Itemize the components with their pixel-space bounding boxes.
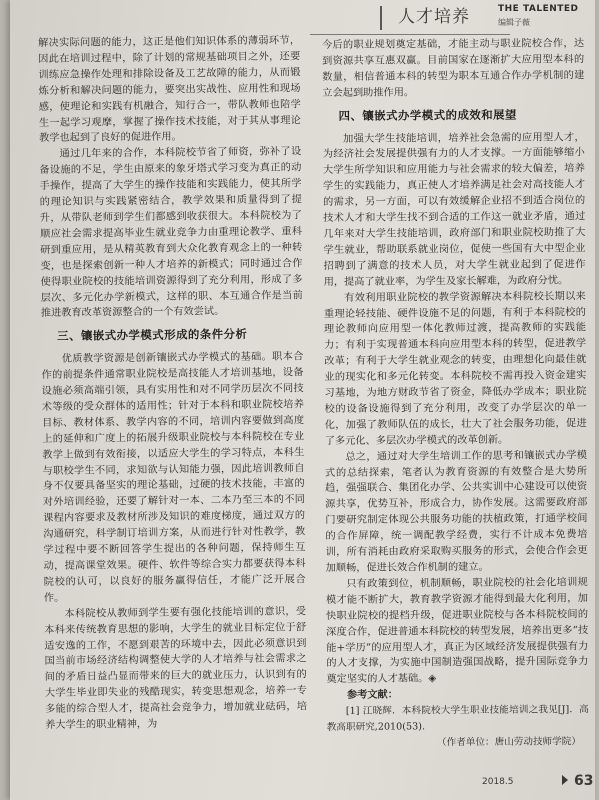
- paragraph: 优质教学资源是创新镶嵌式办学模式的基础。职本合作的前提条件通常职业院校是高技能人才培训基地，设备设施必须高端引领，具有实用性和对不同学历层次不同技术等级的受众群体的适用性；针对于本科和职业院校培养目标、教材体系、教学内容的不同，培训内容要做到高度上的延伸和广度上的拓展升级职业院校与本科院校在专业教学上做到有效衔接，以适应大学生的学习特点，本科生与职校学生不同，求知欲与认知能力强，因此培训教师自身不仅要具备坚实的理论基础，过硬的技术技能，丰富的对外培训经验，还要了解针对一本、二本乃至三本的不同课程内容要求及教材所涉及知识的难度梯度，通过双方的沟通研究，科学制订培训方案，从而进行针对性教学，教学过程中要不断回答学生提出的各种问题，保持师生互动，提高课堂效果。硬件、软件等综合实力都要获得本科院校的认可，以良好的服务赢得信任，才能广泛开展合作。: [41, 351, 306, 604]
- left-column: [38, 33, 307, 734]
- paragraph: 解决实际问题的能力，这正是他们知识体系的薄弱环节，因此在培训过程中，除了计划的常规基础项目之外，还要训练应急操作处理和排除设备及工艺故障的能力，从而锻炼分析和解决问题的能力，要突出实战性、应用性和现场感，使理论和实践有机融合，知行合一，带队教师也陪学生一起学习观摩，掌握了操作技术技能，对于其从事理论教学也起到了良好的促进作用。: [38, 35, 301, 145]
- paragraph: 只有政策到位，机制顺畅，职业院校的社会化培训规模才能不断扩大，教育教学资源才能得到最大化利用，加快职业院校的提档升级，促进职业院校与各本科院校间的深度合作，促进普通本科院校的转型发展，培养出更多“技能+学历”的应用型人才，真正为区域经济发展提供强有力的人才支撑，为实施中国制造强国战略，提升国际竞争力奠定坚实的人才基础。◈: [325, 577, 589, 686]
- header-divider: [380, 6, 382, 30]
- header-rule: [310, 34, 510, 35]
- paragraph: 通过几年来的合作，本科院校节省了师资，弥补了设备设施的不足，学生由原来的象牙塔式学习变为真正的动手操作，提高了大学生的操作技能和实践能力，使其所学的理论知识与实践紧密结合，教学效果和质量得到了提升，从带队老师到学生们都感到收获很大。本科院校为了顺应社会需求提高毕业生就业竞争力由重理论教学、重科研到重应用，是从精英教育到大众化教育观念上的一种转变，也是探索创新一种人才培养的新模式；同时通过合作使得职业院校的技能培训资源得到了充分利用，形成了多层次、多元化办学新模式，这样的职、本互通合作是当前推进教育改革资源整合的一个有效尝试。: [39, 146, 303, 320]
- brand-chinese: 编辑子薇: [498, 18, 530, 27]
- paragraph: 今后的职业规划奠定基础，才能主动与职业院校合作，达到资源共享互惠双赢。目前国家在逐渐扩大应用型本科的数量，相信普通本科的转型为职本互通合作办学机制的建立会起到助推作用。: [322, 38, 585, 99]
- page-marker-icon: [562, 775, 568, 785]
- issue-label: 2018.5: [482, 777, 514, 787]
- section-heading: 四、镶嵌式办学模式的成效和展望: [338, 107, 517, 123]
- references-title: 参考文献：: [346, 688, 398, 702]
- page-number: 63: [574, 773, 594, 789]
- right-column: [322, 36, 589, 752]
- section-title: 人才培养: [398, 7, 470, 27]
- author-affiliation: （作者单位：唐山劳动技师学院）: [436, 736, 581, 749]
- paragraph: 有效利用职业院校的教学资源解决本科院校长期以来重理论轻技能、硬件设施不足的问题，有利于本科院校的理论教师向应用型一体化教师过渡，提高教师的实践能力；有利于实现普通本科向应用型本科的转型，促进教学改革；有利于大学生就业观念的转变，由理想化向最佳就业的现实化和多元化转变。本科院校不需再投入资金建实习基地，为地方财政节省了资金，降低办学成本；职业院校的设备设施得到了充分利用，改变了办学层次的单一化，加强了教师队伍的成长，壮大了社会服务功能，促进了多元化、多层次办学模式的改革创新。: [323, 290, 587, 447]
- brand-english: THE TALENTED: [498, 4, 579, 14]
- section-heading: 三、镶嵌式办学模式形成的条件分析: [57, 327, 248, 344]
- paragraph: 总之，通过对大学生培训工作的思考和镶嵌式办学模式的总结探索，笔者认为教育资源的有效整合是大势所趋，强强联合、集团化办学、公共实训中心建设可以使资源共享，优势互补，形成合力，协作发展。这需要政府部门要研究制定体现公共服务功能的扶植政策，打通学校间的合作屏障，统一调配教学经费，实行不计成本免费培训，所有消耗由政府采取购买服务的形式，会使合作会更加顺畅，促进长效合作机制的建立。: [324, 449, 588, 574]
- reference-item: [1] 江晓辉．本科院校大学生职业技能培训之我见[J]．高教高职研究,2010(53).: [326, 704, 589, 734]
- paragraph: 本科院校从教师到学生要有强化技能培训的意识，受本科来传统教育思想的影响，大学生的就业目标定位于舒适安逸的工作，不愿到艰苦的环境中去，因此必须意识到国当前市场经济结构调整使大学的人才培养与社会需求之间的矛盾日益凸显而带来的巨大的就业压力，认识到有的大学生毕业即失业的残酷现实，转变思想观念，培养一专多能的综合型人才，提高社会竞争力，增加就业砝码，培养大学生的职业精神，为: [44, 605, 308, 732]
- page-footer: [482, 773, 594, 789]
- magazine-page: [10, 0, 595, 800]
- paragraph: 加强大学生技能培训，培养社会急需的应用型人才，为经济社会发展提供强有力的人才支撑。一方面能够缩小大学生所学知识和应用能力与社会需求的较大偏差，培养学生的实践能力，真正使人才培养满足社会对高技能人才的需求，另一方面，可以有效缓解企业招不到适合岗位的技术人才和大学生找不到合适的工作这一就业矛盾，通过几年来对大学生技能培训，政府部门和职业院校助推了大学生就业，帮助联系就业岗位，促使一些国有大中型企业招聘到了满意的技术人员，对大学生就业起到了促进作用，提高了就业率，为学生及家长解难，为政府分忧。: [322, 131, 586, 288]
